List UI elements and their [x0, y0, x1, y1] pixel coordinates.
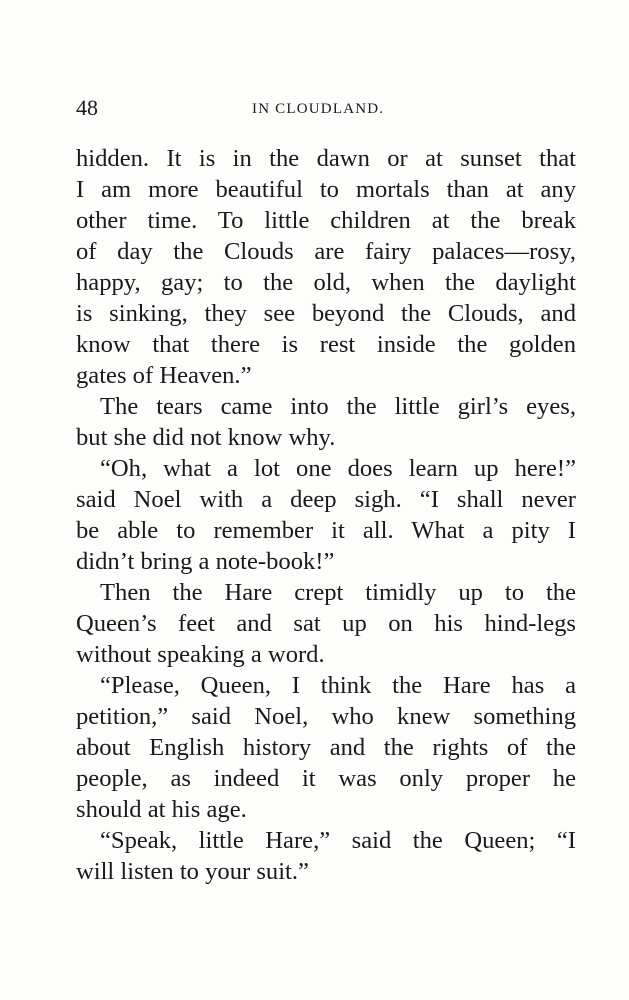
text-line: people, as indeed it was only proper he [76, 765, 576, 792]
text-line: know that there is rest inside the golden [76, 331, 576, 358]
text-line: didn’t bring a note-book!” [76, 548, 335, 575]
body-text [76, 143, 576, 887]
text-line: “Speak, little Hare,” said the Queen; “I [100, 827, 576, 854]
text-line: hidden. It is in the dawn or at sunset that [76, 145, 576, 172]
text-line: I am more beautiful to mortals than at any [76, 176, 576, 203]
text-line: but she did not know why. [76, 424, 336, 451]
text-line: gates of Heaven.” [76, 362, 252, 389]
text-line: petition,” said Noel, who knew something [76, 703, 576, 730]
text-line: said Noel with a deep sigh. “I shall never [76, 486, 576, 513]
text-line: other time. To little children at the break [76, 207, 576, 234]
page-header [76, 95, 576, 125]
text-line: Then the Hare crept timidly up to the [100, 579, 576, 606]
text-line: about English history and the rights of the [76, 734, 576, 761]
text-line: should at his age. [76, 796, 247, 823]
text-line: happy, gay; to the old, when the daylight [76, 269, 576, 296]
text-line: of day the Clouds are fairy palaces—rosy, [76, 238, 576, 265]
text-line: without speaking a word. [76, 641, 325, 668]
text-line: “Oh, what a lot one does learn up here!” [100, 455, 576, 482]
text-line: will listen to your suit.” [76, 858, 309, 885]
text-line: Queen’s feet and sat up on his hind-legs [76, 610, 576, 637]
text-line: be able to remember it all. What a pity I [76, 517, 576, 544]
page-number: 48 [76, 95, 98, 120]
text-line: “Please, Queen, I think the Hare has a [100, 672, 576, 699]
running-head: IN CLOUDLAND. [252, 101, 385, 117]
text-line: The tears came into the little girl’s eyes, [100, 393, 576, 420]
text-line: is sinking, they see beyond the Clouds, and [76, 300, 576, 327]
